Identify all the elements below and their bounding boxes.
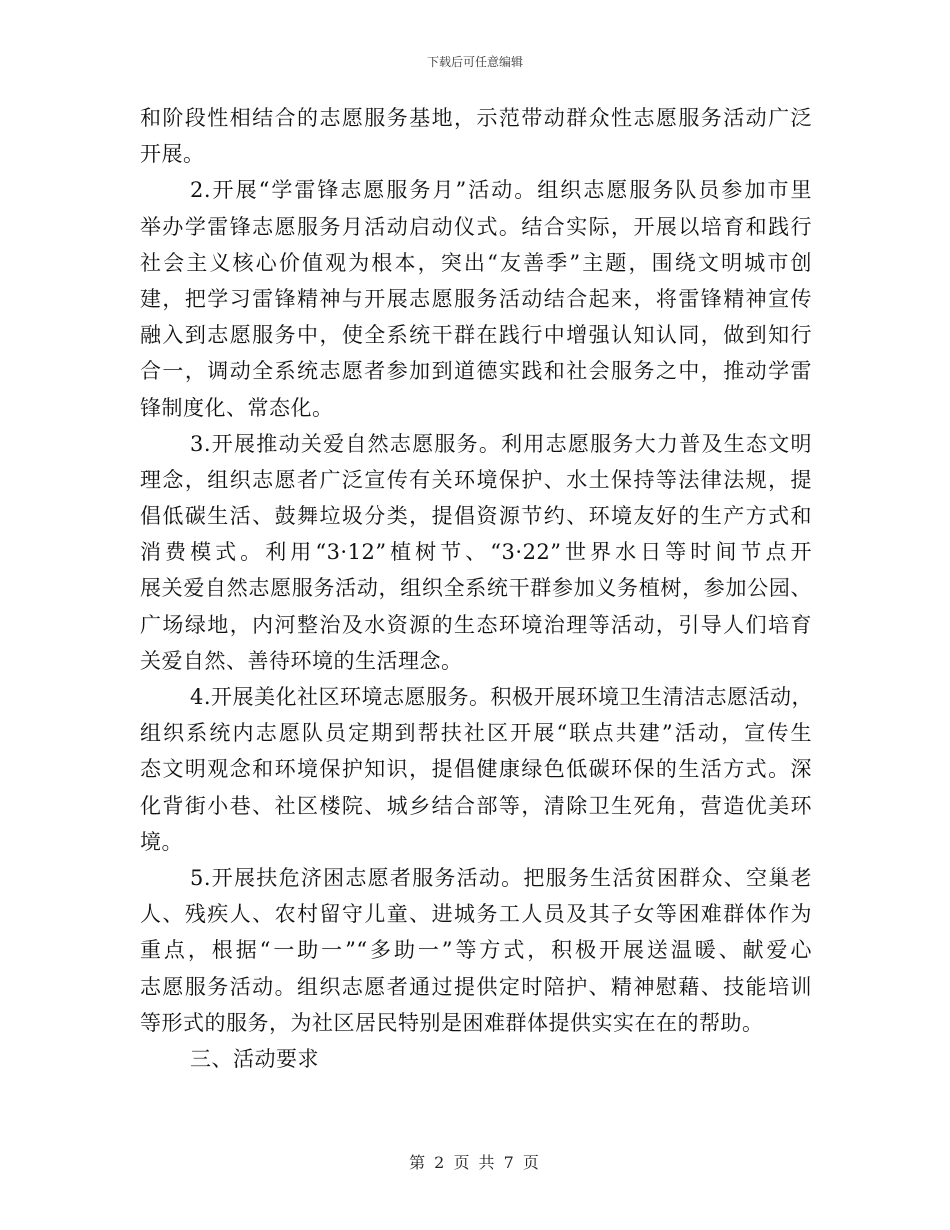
text-line: 3.开展推动关爱自然志愿服务。利用志愿服务大力普及生态文明 — [190, 431, 812, 456]
text-line: 开展。 — [140, 142, 205, 167]
page-header-note: 下载后可任意编辑 — [426, 55, 523, 69]
text-line: 重点，根据“一助一”“多助一”等方式，积极开展送温暖、献爱心 — [140, 938, 812, 963]
document-body — [140, 100, 812, 1077]
paragraph — [140, 426, 812, 679]
text-line: 消费模式。利用“3·12”植树节、“3·22”世界水日等时间节点开 — [140, 540, 812, 565]
text-line: 理念，组织志愿者广泛宣传有关环境保护、水土保持等法律法规，提 — [140, 467, 812, 492]
text-line: 态文明观念和环境保护知识，提倡健康绿色低碳环保的生活方式。深 — [140, 757, 812, 782]
text-line: 等形式的服务，为社区居民特别是困难群体提供实实在在的帮助。 — [140, 1010, 764, 1035]
paragraph — [140, 100, 812, 172]
text-line: 展关爱自然志愿服务活动，组织全系统干群参加义务植树，参加公园、 — [140, 576, 812, 601]
paragraph — [140, 1041, 812, 1077]
text-line: 锋制度化、常态化。 — [140, 395, 334, 420]
text-line: 社会主义核心价值观为根本，突出“友善季”主题，围绕文明城市创 — [140, 250, 812, 275]
text-line: 三、活动要求 — [190, 1046, 319, 1071]
text-line: 和阶段性相结合的志愿服务基地，示范带动群众性志愿服务活动广泛 — [140, 106, 812, 130]
text-line: 合一，调动全系统志愿者参加到道德实践和社会服务之中，推动学雷 — [140, 359, 812, 384]
page-number: 第 2 页 共 7 页 — [409, 1153, 541, 1172]
paragraph — [140, 679, 812, 860]
text-line: 4.开展美化社区环境志愿服务。积极开展环境卫生清洁志愿活动， — [190, 685, 814, 709]
text-line: 关爱自然、善待环境的生活理念。 — [140, 648, 463, 673]
text-line: 化背街小巷、社区楼院、城乡结合部等，清除卫生死角，营造优美环 — [140, 793, 812, 818]
paragraph — [140, 172, 812, 425]
text-line: 志愿服务活动。组织志愿者通过提供定时陪护、精神慰藉、技能培训 — [140, 974, 812, 999]
text-line: 境。 — [140, 829, 183, 854]
paragraph — [140, 860, 812, 1041]
text-line: 2.开展“学雷锋志愿服务月”活动。组织志愿服务队员参加市里 — [190, 178, 812, 203]
text-line: 广场绿地，内河整治及水资源的生态环境治理等活动，引导人们培育 — [140, 612, 812, 637]
text-line: 组织系统内志愿队员定期到帮扶社区开展“联点共建”活动，宣传生 — [140, 721, 812, 746]
text-line: 融入到志愿服务中，使全系统干群在践行中增强认知认同，做到知行 — [140, 323, 812, 348]
text-line: 倡低碳生活、鼓舞垃圾分类，提倡资源节约、环境友好的生产方式和 — [140, 504, 812, 529]
text-line: 人、残疾人、农村留守儿童、进城务工人员及其子女等困难群体作为 — [140, 902, 812, 927]
text-line: 举办学雷锋志愿服务月活动启动仪式。结合实际，开展以培育和践行 — [140, 214, 812, 239]
text-line: 建，把学习雷锋精神与开展志愿服务活动结合起来，将雷锋精神宣传 — [140, 286, 812, 311]
text-line: 5.开展扶危济困志愿者服务活动。把服务生活贫困群众、空巢老 — [190, 865, 812, 890]
